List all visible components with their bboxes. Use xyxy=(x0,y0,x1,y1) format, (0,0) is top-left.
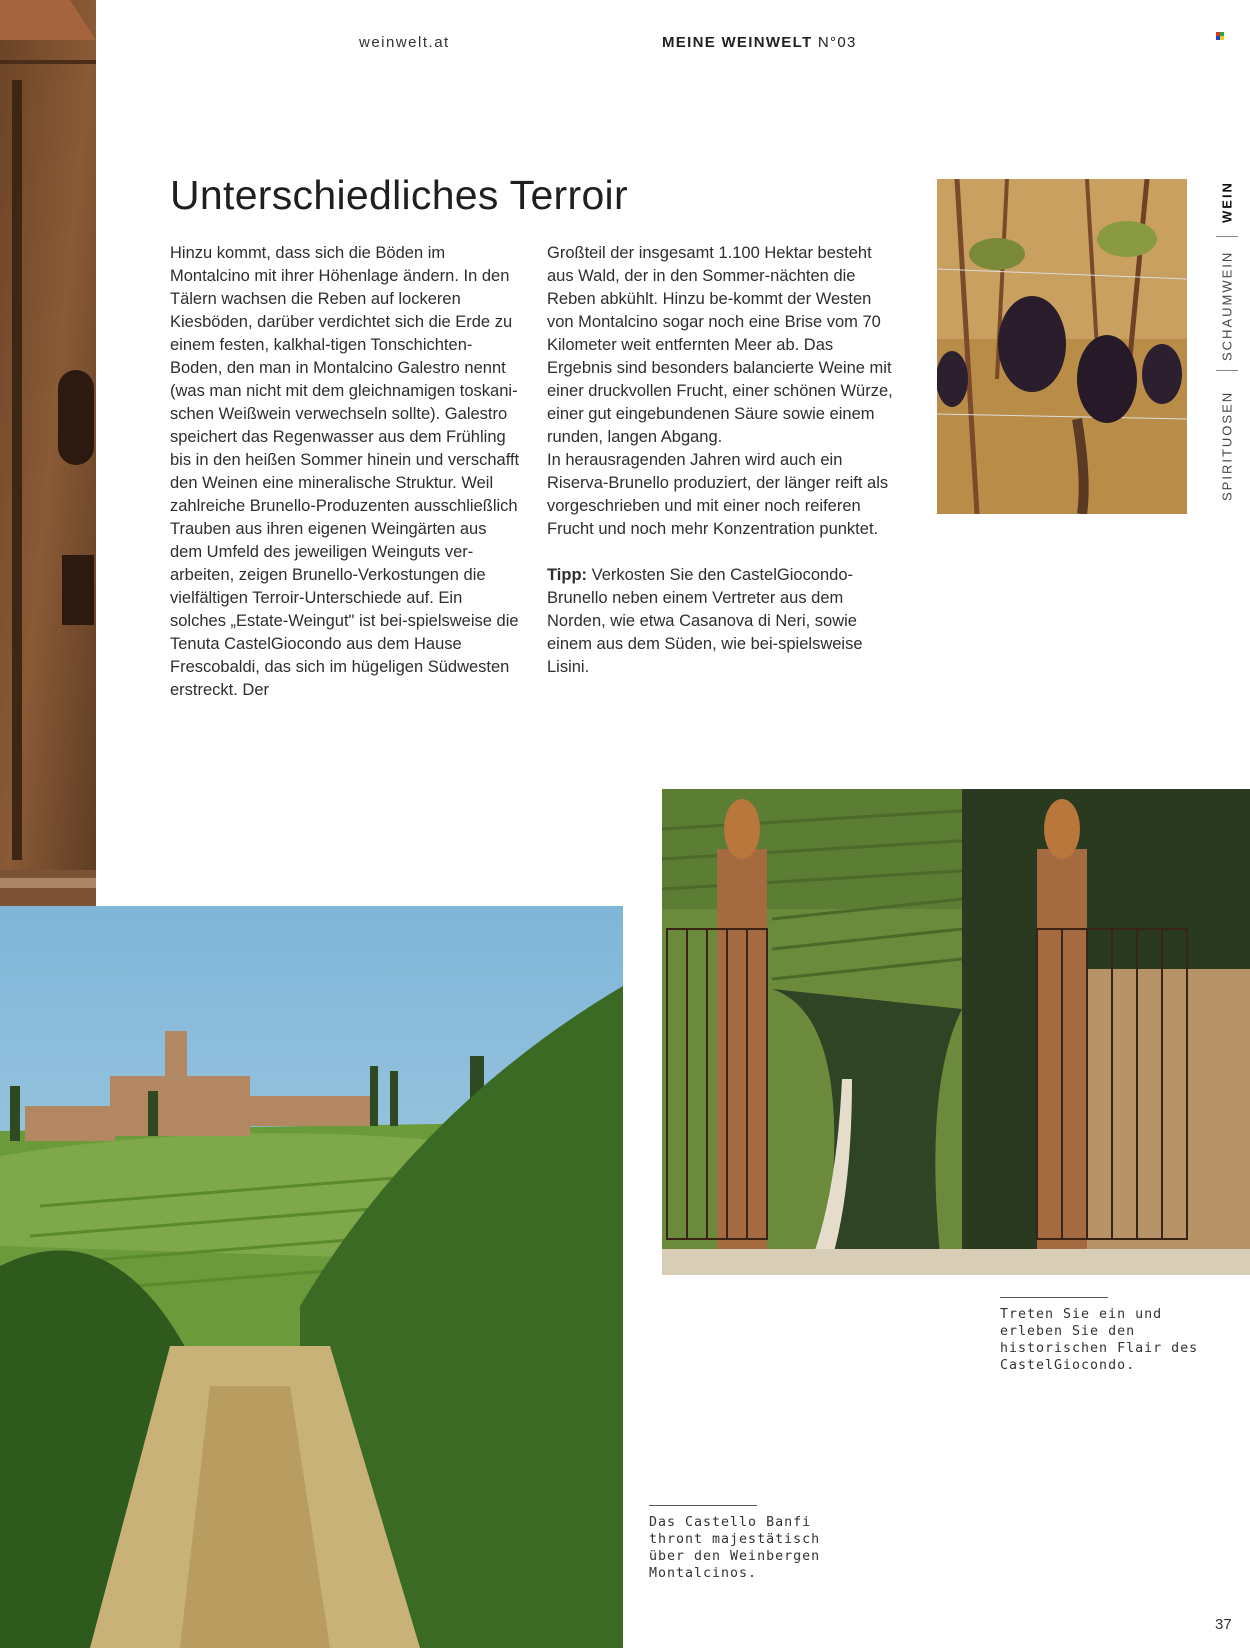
article-column-left xyxy=(170,242,520,702)
castle-wall-photo xyxy=(0,0,96,954)
tab-schaumwein[interactable]: SCHAUMWEIN xyxy=(1219,250,1235,361)
tip-label: Tipp: xyxy=(547,566,588,584)
gate-photo xyxy=(662,789,1250,1275)
paragraph: Hinzu kommt, dass sich die Böden im Montalcino mit ihrer Höhenlage ändern. In den Tälern wachsen die Reben auf lockeren Kiesböden, darüber verdichtet sich die Erde zu einem festen, kalkhal-tigen Tonschichten-Boden, den man in Montalcino Galestro nennt (was man nicht mit dem gleichnamigen toskani-schen Weißwein verwechseln sollte). Galestro speichert das Regenwasser aus dem Frühling bis in den heißen Sommer hinein und verschafft den Weinen eine mineralische Struktur. Weil zahlreiche Brunello-Produzenten ausschließlich Trauben aus ihren eigenen Weingärten aus dem Umfeld des jeweiligen Weinguts ver-arbeiten, zeigen Brunello-Verkostungen die vielfältigen Terroir-Unterschiede auf. Ein solches „Estate-Weingut" ist bei-spielsweise die Tenuta CastelGiocondo aus dem Hause Frescobaldi, das sich im hügeligen Südwesten erstreckt. Der xyxy=(170,244,520,699)
site-url[interactable]: weinwelt.at xyxy=(359,34,450,51)
paragraph: Großteil der insgesamt 1.100 Hektar besteht aus Wald, der in den Sommer-nächten die Reben abkühlt. Hinzu be-kommt der Westen von Montalcino sogar noch eine Brise vom 70 Kilometer weit entfernten Meer ab. Das Ergebnis sind besonders balancierte Weine mit einer druckvollen Frucht, einer schönen Würze, einer gut eingebundenen Säure sowie einem runden, langen Abgang. xyxy=(547,244,893,446)
tab-wein[interactable]: WEIN xyxy=(1219,181,1235,224)
magazine-issue: N°03 xyxy=(817,34,857,51)
tip-paragraph xyxy=(547,564,897,679)
tip-text: Verkosten Sie den CastelGiocondo-Brunello neben einem Vertreter aus dem Norden, wie etwa Casanova di Neri, sowie einem aus dem Süden, wie bei-spielsweise Lisini. xyxy=(547,566,863,676)
paragraph: In herausragenden Jahren wird auch ein Riserva-Brunello produziert, der länger reift als vorgeschrieben und mit einer noch reiferen Frucht und noch mehr Konzentration punktet. xyxy=(547,451,889,538)
page-number: 37 xyxy=(1215,1616,1232,1633)
tab-divider xyxy=(1216,370,1238,371)
tab-spirituosen[interactable]: SPIRITUOSEN xyxy=(1219,390,1235,502)
banfi-caption: Das Castello Banfi thront majestätisch über den Weinbergen Montalcinos. xyxy=(649,1515,821,1581)
tab-divider xyxy=(1216,236,1238,237)
gate-caption: Treten Sie ein und erleben Sie den historischen Flair des CastelGiocondo. xyxy=(1000,1307,1199,1373)
magazine-name: MEINE WEINWELT xyxy=(662,34,813,51)
caption-rule xyxy=(1000,1297,1108,1298)
grapes-photo xyxy=(937,179,1187,514)
section-tabs xyxy=(1212,170,1242,515)
caption-rule xyxy=(649,1505,757,1506)
article-column-right xyxy=(547,242,897,679)
color-registration-mark xyxy=(1216,32,1225,41)
article-title: Unterschiedliches Terroir xyxy=(170,172,628,218)
magazine-title xyxy=(662,34,857,51)
castello-banfi-photo xyxy=(0,906,623,1648)
